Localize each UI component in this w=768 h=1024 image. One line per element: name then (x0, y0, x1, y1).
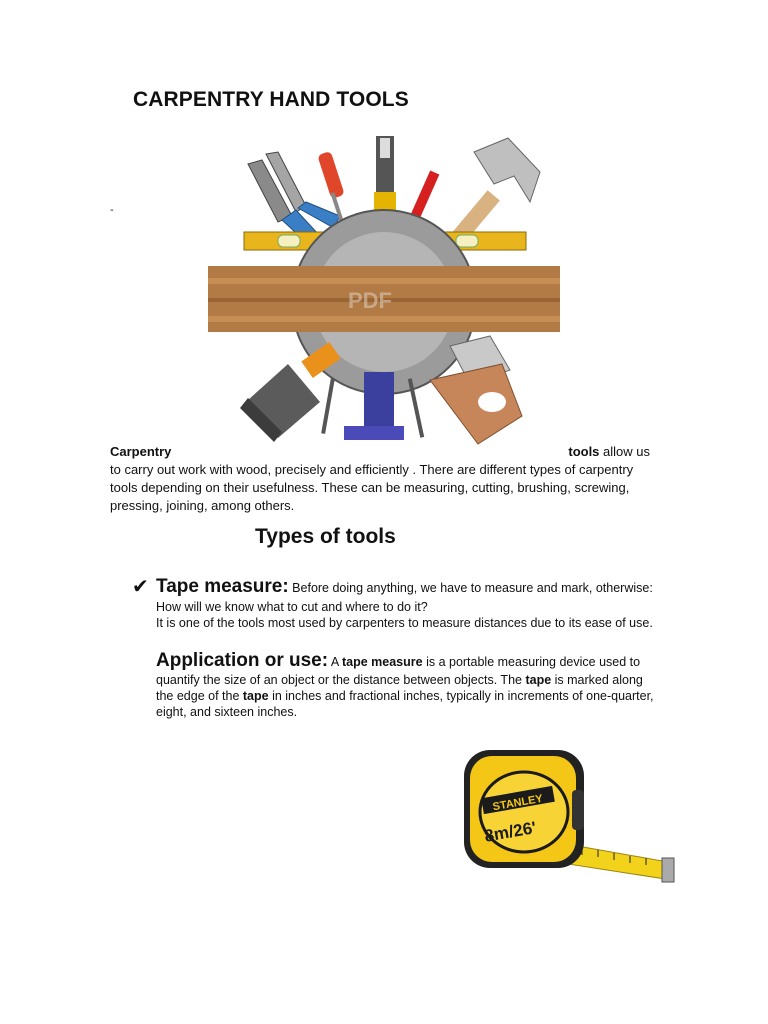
application-text-3: is marked along the edge of the (156, 673, 643, 703)
application-text-4: in inches and fractional inches, typically in increments of one-quarter, eight, and sixteen inches. (156, 689, 654, 719)
tape-measure-image (462, 740, 682, 900)
tape-measure-heading: Tape measure: (156, 576, 289, 597)
tape-measure-line2: It is one of the tools most used by carpenters to measure distances due to its ease of use. (156, 616, 653, 630)
intro-first-line (110, 444, 650, 462)
intro-after-tools: allow us (599, 444, 650, 459)
tape-measure-text (156, 575, 662, 631)
application-bold-3: tape (242, 689, 269, 703)
svg-text:PDF: PDF (348, 288, 392, 313)
tape-measure-line1: Before doing anything, we have to measure and mark, otherwise: How will we know what to cut and where to do it? (156, 581, 653, 614)
wood-plank-icon (208, 266, 560, 332)
tape-case-icon (464, 750, 584, 868)
section-heading: Types of tools (255, 525, 396, 548)
checkmark-icon: ✔ (132, 576, 149, 598)
application-heading: Application or use: (156, 650, 329, 671)
page-title: CARPENTRY HAND TOOLS (133, 88, 409, 111)
tape-size-label: 8m/26' (482, 817, 538, 846)
nail-icon (321, 378, 335, 434)
intro-lead-word: Carpentry (110, 444, 172, 459)
tape-brand-label: STANLEY (491, 792, 544, 814)
application-text-1: A (328, 655, 342, 669)
utility-knife-icon (374, 136, 396, 212)
carpentry-tools-image (208, 132, 560, 450)
application-paragraph (156, 650, 662, 720)
application-text-2: is a portable measuring device used to quantify the size of an object or the distance between objects. The (156, 655, 641, 687)
intro-tools-phrase (568, 444, 650, 459)
stray-dash: - (110, 204, 114, 216)
intro-paragraph: to carry out work with wood, precisely and efficiently . There are different types of carpentry tools depending on their usefulness. These can be measuring, cutting, brushing, screwing, pressing, joining, among others. (110, 462, 634, 513)
application-bold-1: tape measure (341, 655, 423, 669)
application-bold-2: tape (525, 673, 552, 687)
intro-tools-word: tools (568, 444, 600, 459)
